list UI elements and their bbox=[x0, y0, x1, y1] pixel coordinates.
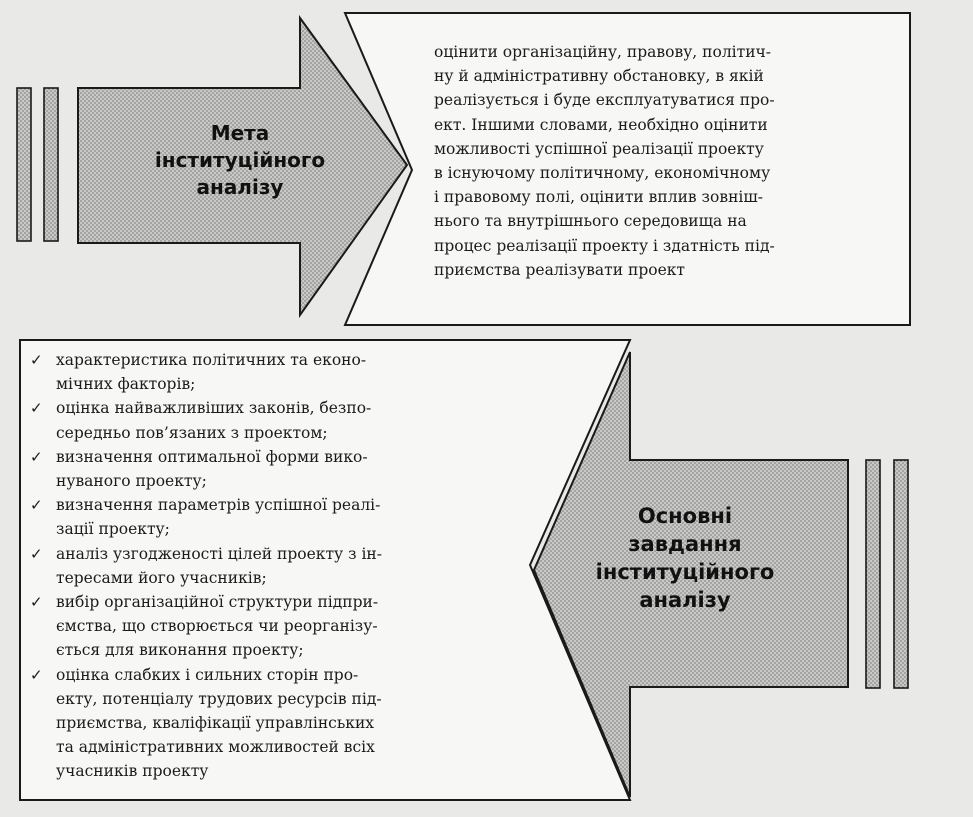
goal-text-line: оцінити організаційну, правову, політич- bbox=[434, 43, 772, 61]
task-item bbox=[30, 542, 500, 590]
task-item-line: приємства, кваліфікації управлінських bbox=[56, 714, 375, 733]
goal-title bbox=[140, 120, 340, 201]
tasks-title-line: інституційного bbox=[595, 560, 775, 584]
task-item-line: аналіз узгодженості цілей проекту з ін- bbox=[56, 544, 382, 563]
tasks-title-line: аналізу bbox=[639, 588, 731, 612]
task-item-line: ється для виконання проекту; bbox=[56, 641, 304, 660]
task-item-line: вибір організаційної структури підпри- bbox=[56, 593, 379, 612]
tasks-bar-left bbox=[866, 460, 880, 688]
goal-bar-left bbox=[17, 88, 31, 241]
checkmark-icon: ✓ bbox=[30, 351, 43, 369]
goal-bar-right bbox=[44, 88, 58, 241]
task-item-line: та адміністративних можливостей всіх bbox=[56, 738, 375, 757]
checkmark-icon: ✓ bbox=[30, 593, 43, 612]
goal-title-line: аналізу bbox=[196, 175, 284, 199]
checkmark-icon: ✓ bbox=[30, 665, 43, 684]
task-item bbox=[30, 396, 500, 444]
goal-text-line: в існуючому політичному, економічному bbox=[434, 164, 771, 183]
tasks-title-line: завдання bbox=[628, 532, 742, 556]
goal-text-line: реалізується і буде експлуатуватися про- bbox=[434, 91, 775, 110]
task-item-line: ємства, що створюється чи реорганізу- bbox=[56, 617, 378, 636]
checkmark-icon: ✓ bbox=[30, 399, 43, 418]
tasks-list bbox=[30, 348, 500, 784]
task-item-line: екту, потенціалу трудових ресурсів під- bbox=[56, 689, 382, 708]
goal-text-line: нього та внутрішнього середовища на bbox=[434, 212, 747, 231]
goal-text-line: процес реалізації проекту і здатність під- bbox=[434, 236, 775, 255]
task-item bbox=[30, 445, 500, 493]
goal-text-line: ект. Іншими словами, необхідно оцінити bbox=[434, 115, 768, 134]
goal-description bbox=[434, 40, 904, 282]
goal-title-line: інституційного bbox=[154, 148, 326, 172]
task-item bbox=[30, 348, 500, 396]
task-item-line: визначення параметрів успішної реалі- bbox=[56, 496, 381, 515]
tasks-title bbox=[560, 502, 810, 614]
goal-text-line: і правовому полі, оцінити вплив зовніш- bbox=[434, 188, 764, 207]
task-item-line: мічних факторів; bbox=[56, 375, 196, 394]
task-item-line: характеристика політичних та еконо- bbox=[56, 351, 367, 369]
tasks-bar-right bbox=[894, 460, 908, 688]
task-item-line: учасників проекту bbox=[56, 762, 209, 781]
task-item-line: нуваного проекту; bbox=[56, 472, 207, 491]
task-item-line: визначення оптимальної форми вико- bbox=[56, 447, 368, 466]
task-item bbox=[30, 663, 500, 784]
checkmark-icon: ✓ bbox=[30, 496, 43, 515]
task-item bbox=[30, 493, 500, 541]
task-item bbox=[30, 590, 500, 663]
task-item-line: оцінка слабких і сильних сторін про- bbox=[56, 665, 359, 684]
goal-text-line: приємства реалізувати проект bbox=[434, 260, 686, 279]
task-item-line: оцінка найважливіших законів, безпо- bbox=[56, 399, 372, 418]
task-item-line: середньо пов’язаних з проектом; bbox=[56, 423, 328, 442]
task-item-line: тересами його учасників; bbox=[56, 568, 267, 587]
checkmark-icon: ✓ bbox=[30, 447, 43, 466]
task-item-line: зації проекту; bbox=[56, 520, 170, 539]
goal-title-line: Мета bbox=[210, 121, 270, 145]
checkmark-icon: ✓ bbox=[30, 544, 43, 563]
tasks-title-line: Основні bbox=[637, 504, 733, 528]
goal-text-line: ну й адміністративну обстановку, в якій bbox=[434, 67, 764, 86]
goal-text-line: можливості успішної реалізації проекту bbox=[434, 139, 764, 158]
